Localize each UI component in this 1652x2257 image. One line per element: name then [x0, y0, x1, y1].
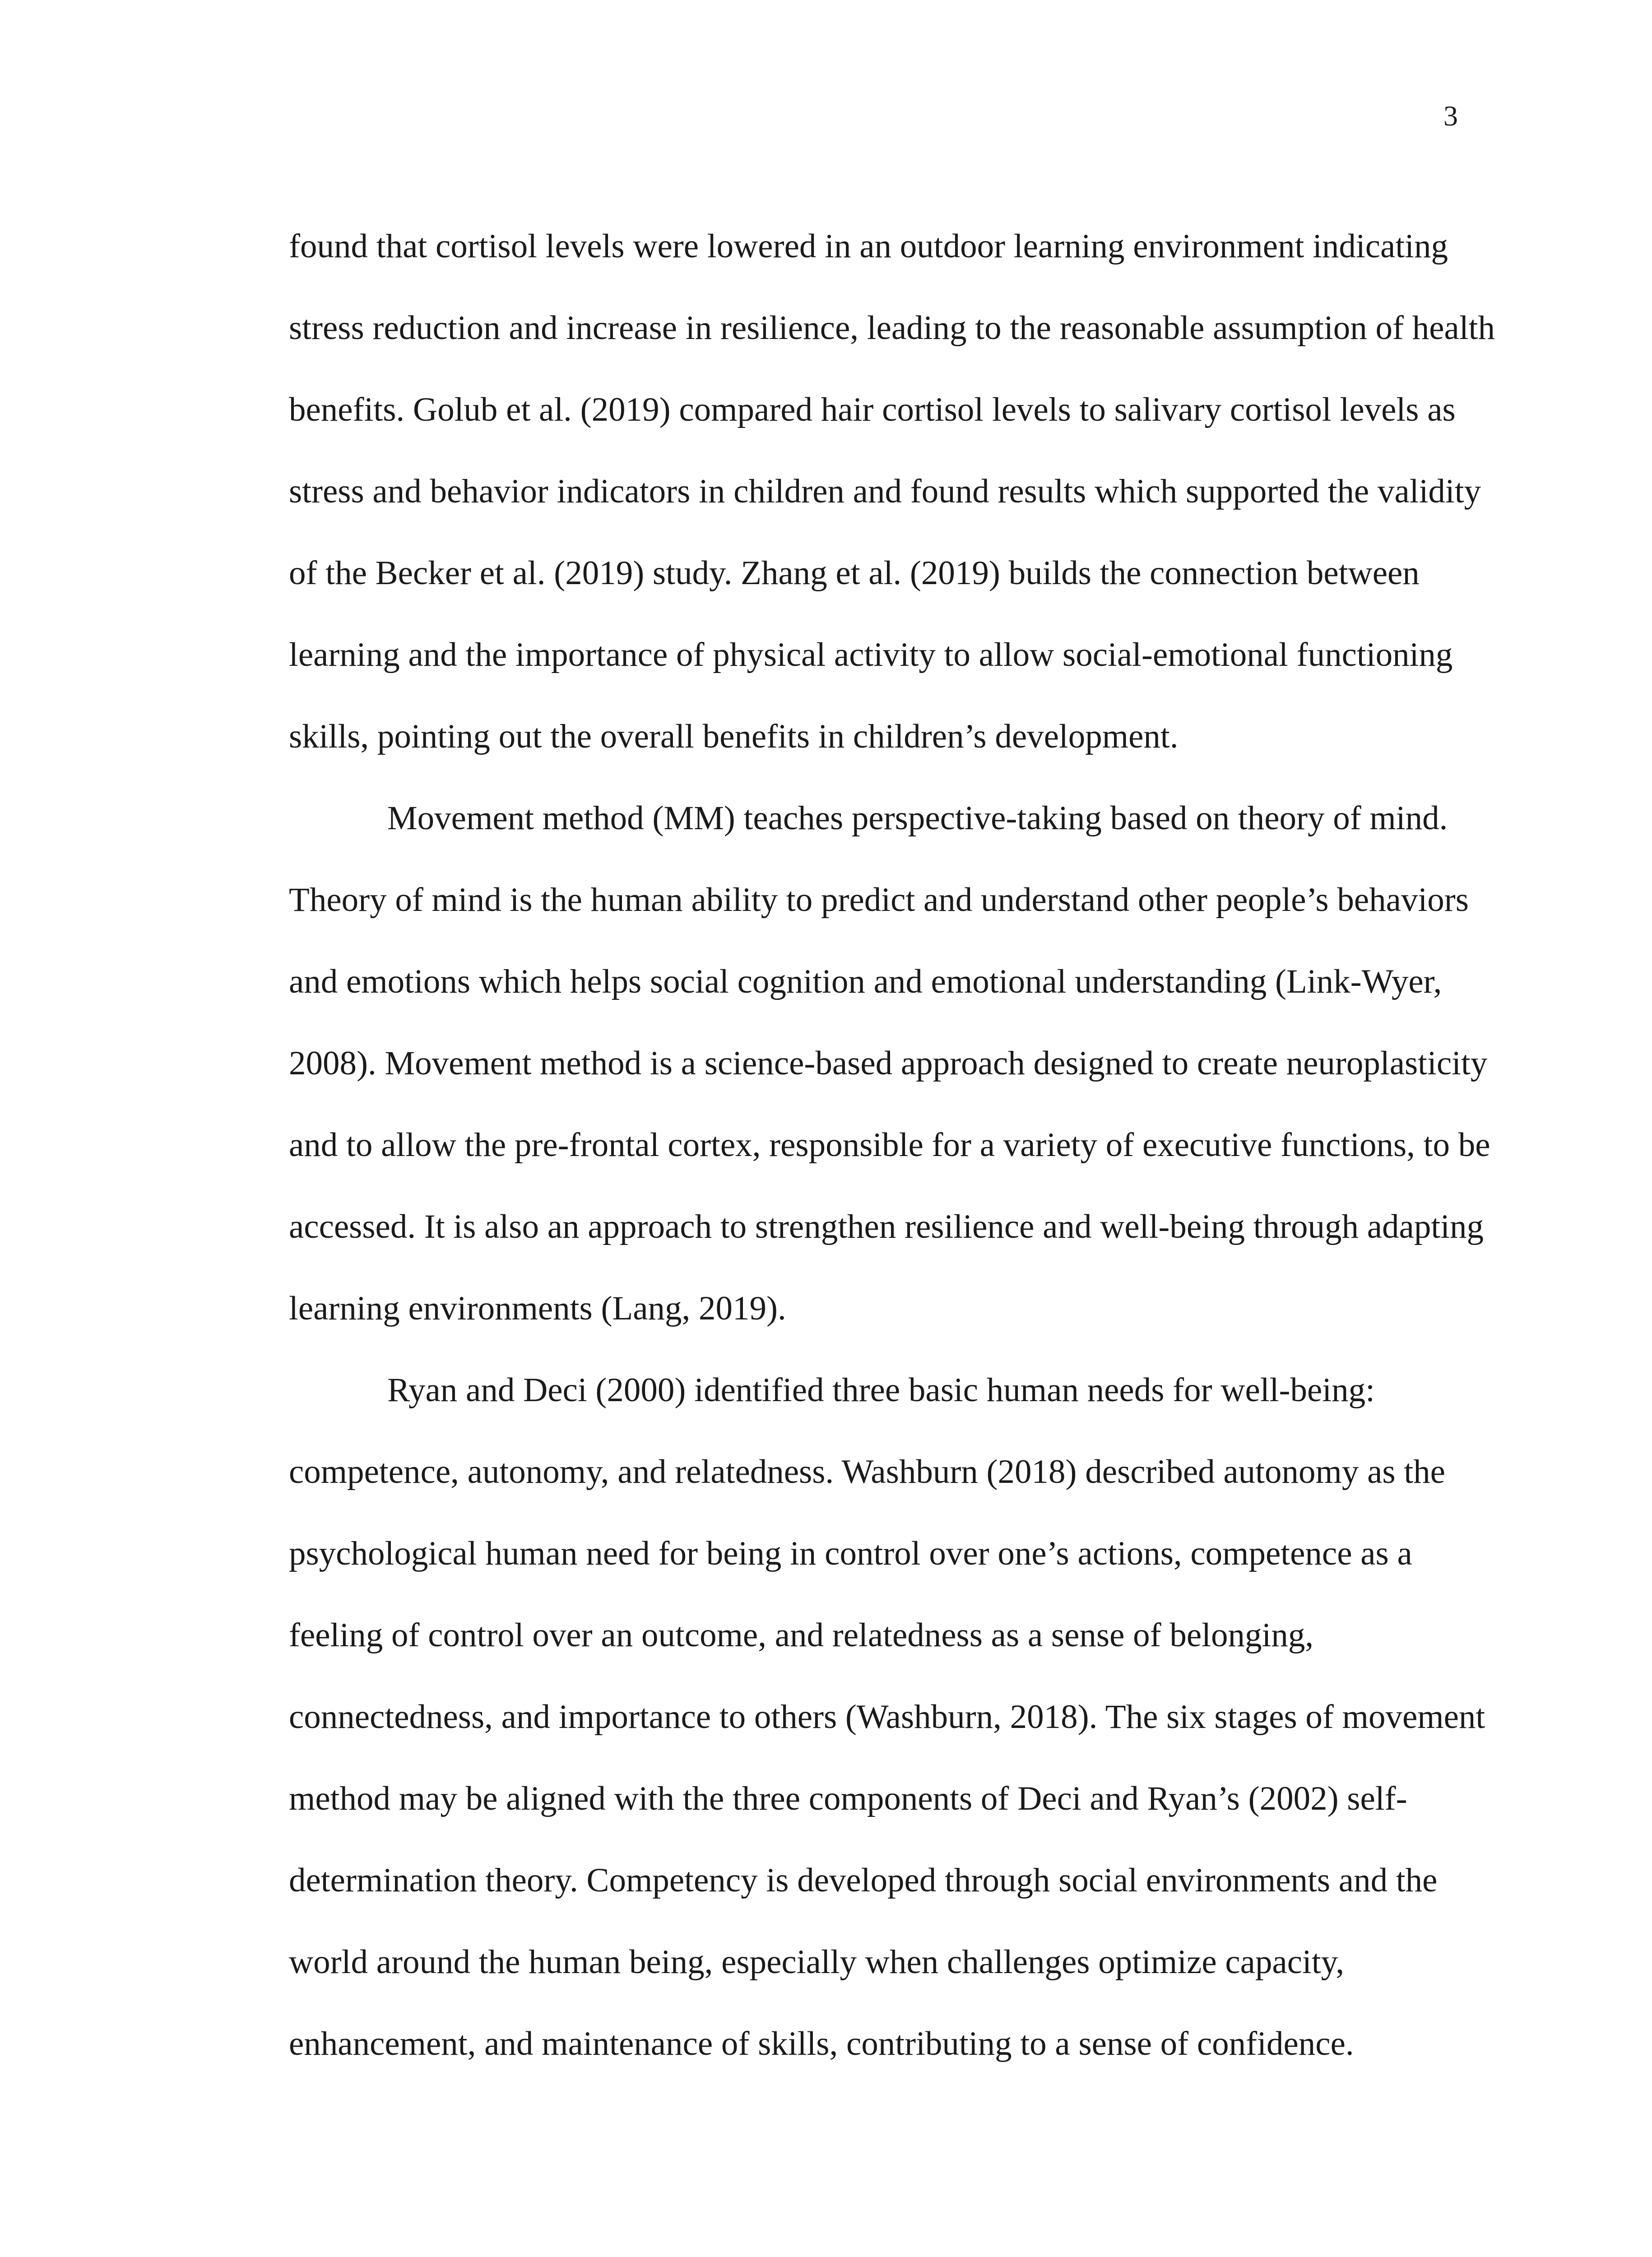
- text-line: psychological human need for being in control over one’s actions, competence as a: [289, 1535, 1412, 1572]
- text-line: Ryan and Deci (2000) identified three basic human needs for well-being:: [387, 1371, 1375, 1409]
- text-line: determination theory. Competency is developed through social environments and the: [289, 1862, 1438, 1899]
- text-line: and to allow the pre-frontal cortex, responsible for a variety of executive functions, to be: [289, 1126, 1490, 1164]
- text-line: accessed. It is also an approach to strengthen resilience and well-being through adapting: [289, 1208, 1484, 1245]
- text-line: enhancement, and maintenance of skills, contributing to a sense of confidence.: [289, 2025, 1354, 2062]
- text-line: of the Becker et al. (2019) study. Zhang et al. (2019) builds the connection between: [289, 554, 1420, 592]
- text-line: learning and the importance of physical activity to allow social-emotional functioning: [289, 636, 1453, 673]
- text-line: skills, pointing out the overall benefits in children’s development.: [289, 718, 1179, 755]
- text-line: learning environments (Lang, 2019).: [289, 1290, 786, 1327]
- text-line: and emotions which helps social cognition and emotional understanding (Link-Wyer,: [289, 963, 1442, 1000]
- paragraph-3: [289, 1349, 1485, 2085]
- paragraph-1: [289, 205, 1495, 777]
- page-number: 3: [1443, 100, 1458, 132]
- text-line: competence, autonomy, and relatedness. Washburn (2018) described autonomy as the: [289, 1453, 1445, 1491]
- text-line: connectedness, and importance to others (Washburn, 2018). The six stages of movement: [289, 1698, 1485, 1736]
- paragraph-2: [289, 777, 1490, 1349]
- text-line: benefits. Golub et al. (2019) compared hair cortisol levels to salivary cortisol levels as: [289, 391, 1456, 428]
- body-text: [289, 205, 1495, 2085]
- text-line: Movement method (MM) teaches perspective-taking based on theory of mind.: [387, 799, 1448, 837]
- text-line: Theory of mind is the human ability to predict and understand other people’s behaviors: [289, 881, 1469, 919]
- text-line: world around the human being, especially when challenges optimize capacity,: [289, 1943, 1345, 1981]
- text-line: method may be aligned with the three components of Deci and Ryan’s (2002) self-: [289, 1780, 1407, 1817]
- text-line: stress and behavior indicators in children and found results which supported the validity: [289, 473, 1481, 510]
- text-line: found that cortisol levels were lowered in an outdoor learning environment indicating: [289, 228, 1448, 265]
- text-line: 2008). Movement method is a science-based approach designed to create neuroplasticity: [289, 1045, 1488, 1082]
- text-line: stress reduction and increase in resilience, leading to the reasonable assumption of health: [289, 309, 1495, 347]
- text-line: feeling of control over an outcome, and relatedness as a sense of belonging,: [289, 1616, 1314, 1654]
